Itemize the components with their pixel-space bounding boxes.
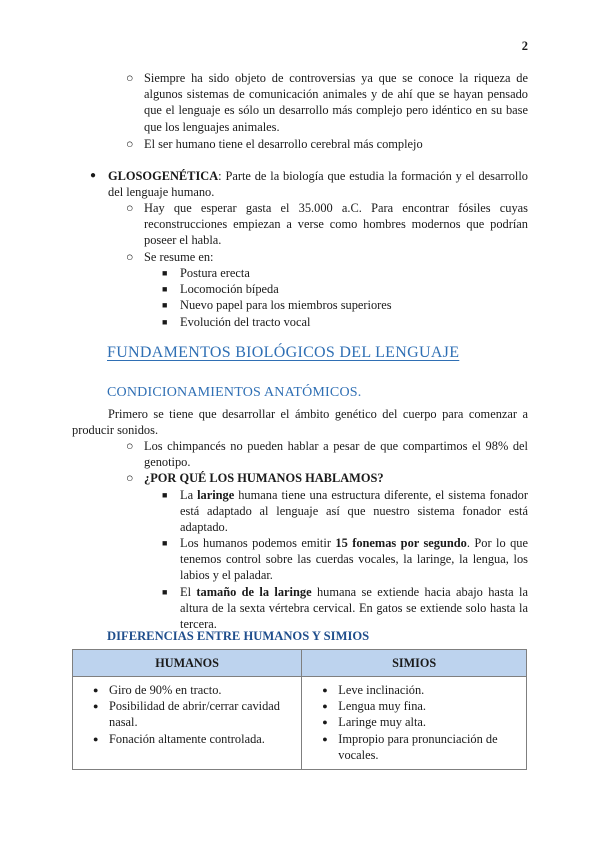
answer-text — [180, 584, 528, 633]
list-item — [310, 698, 518, 714]
section-title: FUNDAMENTOS BIOLÓGICOS DEL LENGUAJE — [107, 344, 460, 361]
square-bullet-icon: ■ — [162, 284, 168, 295]
table-title: DIFERENCIAS ENTRE HUMANOS Y SIMIOS — [107, 629, 370, 643]
square-bullet-icon: ■ — [162, 538, 168, 548]
answer-text-post: . Por lo que tenemos control sobre las cuerdas vocales, la laringe, la lengua, los labios y el paladar. — [180, 536, 528, 583]
simios-cell — [302, 677, 527, 770]
intro-item-2 — [126, 136, 528, 152]
summary-list — [162, 265, 528, 330]
answer-text-pre: Los humanos podemos emitir — [180, 536, 336, 550]
answer-text-post: humana tiene una estructura diferente, el sistema fonador está adaptado al lenguaje así que nuestro sistema fonador está adaptado. — [180, 488, 528, 535]
page-number: 2 — [521, 39, 528, 53]
filled-circle-bullet-icon: ● — [322, 685, 328, 695]
table-header-row — [73, 650, 527, 677]
list-item-text: Giro de 90% en tracto. — [109, 683, 222, 697]
answer-item-1 — [162, 487, 528, 536]
square-bullet-icon: ■ — [162, 300, 168, 311]
hollow-circle-bullet-icon: ○ — [126, 250, 134, 264]
glosogenetica-term: GLOSOGENÉTICA — [108, 169, 219, 183]
summary-item — [162, 281, 528, 297]
square-bullet-icon: ■ — [162, 316, 168, 327]
answer-text-bold: laringe — [197, 488, 235, 502]
list-item — [81, 682, 293, 698]
filled-circle-bullet-icon: ● — [93, 685, 99, 695]
hollow-circle-bullet-icon: ○ — [126, 201, 134, 215]
answer-item-3 — [162, 584, 528, 633]
answer-text-pre: La — [180, 488, 198, 502]
summary-item — [162, 297, 528, 313]
header-simios: SIMIOS — [302, 650, 527, 677]
square-bullet-icon: ■ — [162, 490, 168, 500]
humanos-cell — [73, 677, 302, 770]
list-item-text: Laringe muy alta. — [338, 715, 426, 730]
filled-circle-bullet-icon: ● — [93, 701, 99, 712]
summary-item — [162, 265, 528, 281]
list-item-text: Leve inclinación. — [338, 683, 425, 697]
list-item-text: Impropio para pronunciación de vocales. — [338, 731, 498, 762]
hollow-circle-bullet-icon: ○ — [126, 137, 134, 151]
list-item — [310, 682, 518, 698]
header-humanos: HUMANOS — [73, 650, 302, 677]
intro-item-text: Siempre ha sido objeto de controversias ya que se conoce la riqueza de algunos sistemas de comunicación animales y de ahí que se hayan pensado que el lenguaje es sólo un desarrollo más complejo pero idéntico en su base que los lenguajes animales. — [144, 71, 528, 134]
subsection-title: CONDICIONAMIENTOS ANATÓMICOS. — [107, 385, 362, 400]
answer-text-post: humana se extiende hacia abajo hasta la altura de la sexta vértebra cervical. En gatos se extiende solo hasta la tercera. — [180, 585, 528, 632]
glosogenetica-text — [108, 168, 528, 200]
table-row — [73, 677, 527, 770]
filled-circle-bullet-icon: ● — [93, 733, 99, 744]
hollow-circle-bullet-icon: ○ — [126, 439, 134, 453]
square-bullet-icon: ■ — [162, 587, 168, 597]
intro-item-1 — [126, 70, 528, 135]
list-item-text: Fonación altamente controlada. — [109, 731, 265, 746]
filled-circle-bullet-icon: ● — [90, 170, 97, 181]
answer-text — [180, 487, 528, 536]
chimp-item-text: Los chimpancés no pueden hablar a pesar de que compartimos el 98% del genotipo. — [144, 439, 528, 470]
glosogenetica-sub-1 — [126, 200, 528, 249]
summary-item-text: Postura erecta — [180, 266, 250, 280]
list-item-text: Posibilidad de abrir/cerrar cavidad nasal. — [109, 699, 280, 730]
glosogenetica-sub-2 — [126, 249, 528, 265]
hollow-circle-bullet-icon: ○ — [126, 71, 134, 85]
question-item — [126, 470, 528, 486]
answer-text-pre: El — [180, 585, 197, 599]
intro-item-text: El ser humano tiene el desarrollo cerebral más complejo — [144, 137, 423, 151]
list-item-text: Lengua muy fina. — [338, 699, 427, 714]
sub-item-text: Hay que esperar gasta el 35.000 a.C. Para encontrar fósiles cuyas reconstrucciones empiezan a verse como hombres modernos que podrían poseer el habla. — [144, 201, 528, 248]
answer-text-bold: 15 fonemas por segundo — [335, 536, 467, 550]
list-item — [310, 714, 518, 730]
answer-text — [180, 535, 528, 584]
filled-circle-bullet-icon: ● — [322, 717, 328, 728]
intro-paragraph: Primero se tiene que desarrollar el ámbito genético del cuerpo para comenzar a producir sonidos. — [72, 407, 528, 438]
glosogenetica-definition: : Parte de la biología que estudia la formación y el desarrollo del lenguaje humano. — [108, 169, 528, 200]
filled-circle-bullet-icon: ● — [322, 701, 328, 712]
answer-item-2 — [162, 535, 528, 584]
glosogenetica-item — [90, 168, 528, 200]
square-bullet-icon: ■ — [162, 268, 168, 278]
answer-text-bold: tamaño de la laringe — [196, 585, 312, 599]
filled-circle-bullet-icon: ● — [322, 733, 328, 744]
summary-item-text: Evolución del tracto vocal — [180, 314, 311, 329]
summary-item-text: Nuevo papel para los miembros superiores — [180, 298, 392, 313]
list-item — [81, 731, 293, 747]
hollow-circle-bullet-icon: ○ — [126, 471, 134, 485]
chimp-item — [126, 438, 528, 470]
summary-item — [162, 314, 528, 330]
list-item — [310, 731, 518, 763]
summary-item-text: Locomoción bípeda — [180, 282, 279, 297]
sub-item-text: Se resume en: — [144, 250, 214, 264]
comparison-table — [72, 649, 527, 770]
question-text: ¿POR QUÉ LOS HUMANOS HABLAMOS? — [144, 471, 384, 485]
list-item — [81, 698, 293, 730]
